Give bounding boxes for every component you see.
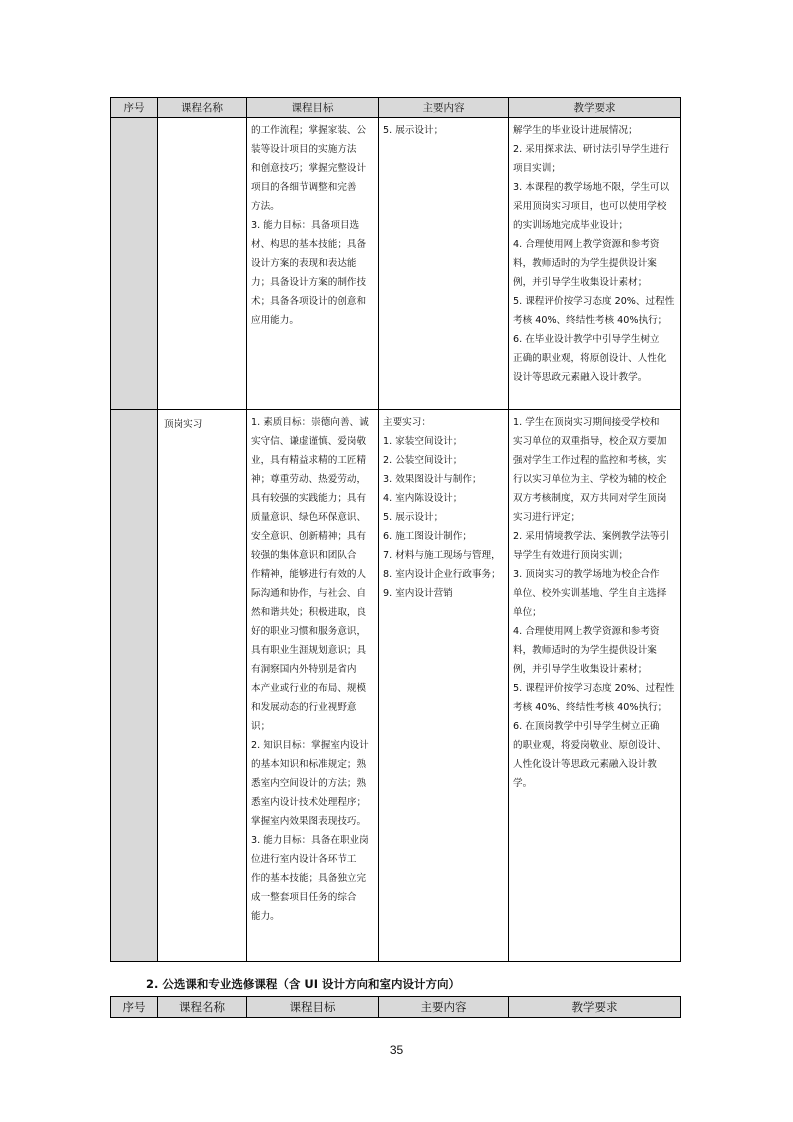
- text-line: 考核 40%、终结性考核 40%执行；: [513, 315, 668, 326]
- header-main-content: 主要内容: [379, 98, 509, 118]
- text-line: 悉室内设计技术处理程序；: [251, 797, 367, 808]
- text-line: 3. 效果图设计与制作；: [383, 474, 482, 485]
- text-line: 2. 公装空间设计；: [383, 455, 463, 466]
- course-name-cell: [158, 410, 247, 962]
- text-line: 本产业或行业的布局、规模: [251, 683, 367, 694]
- teaching-requirements-cell: [509, 118, 681, 410]
- text-line: 1. 学生在顶岗实习期间接受学校和: [513, 417, 660, 428]
- main-content-cell: [379, 410, 509, 962]
- text-line: 6. 在顶岗教学中引导学生树立正确: [513, 721, 660, 732]
- text-line: 识；: [251, 721, 271, 732]
- text-line: 作的基本技能；具备独立完: [251, 873, 367, 884]
- text-line: 和创意技巧；掌握完整设计: [251, 163, 367, 174]
- text-line: 9. 室内设计营销: [383, 588, 453, 599]
- table-header-row: [111, 98, 681, 118]
- text-line: 际沟通和协作，与社会、自: [251, 588, 367, 599]
- text-line: 业，具有精益求精的工匠精: [251, 455, 367, 466]
- text-line: 4. 室内陈设设计；: [383, 493, 463, 504]
- table2-header-row: [111, 997, 681, 1018]
- text-line: 3. 能力目标：具备在职业岗: [251, 835, 369, 846]
- text-line: 2. 采用情境教学法、案例教学法等引: [513, 531, 670, 542]
- text-line: 实习单位的双重指导，校企双方要加: [513, 436, 667, 447]
- course-goals-cell: [247, 118, 379, 410]
- text-line: 具有较强的实践能力；具有: [251, 493, 367, 504]
- text-line: 实习进行评定；: [513, 512, 581, 523]
- text-line: 料，教师适时的为学生提供设计案: [513, 645, 657, 656]
- text-line: 采用顶岗实习项目，也可以使用学校: [513, 201, 667, 212]
- text-line: 导学生有效进行顶岗实训；: [513, 550, 629, 561]
- course-goals-cell: [247, 410, 379, 962]
- table-row: [111, 118, 681, 410]
- text-line: 具有职业生涯规划意识；具: [251, 645, 367, 656]
- header-course-name: 课程名称: [158, 98, 247, 118]
- text-line: 3. 顶岗实习的教学场地为校企合作: [513, 569, 660, 580]
- text-line: 神；尊重劳动、热爱劳动，: [251, 474, 367, 485]
- text-line: 人性化设计等思政元素融入设计教: [513, 759, 657, 770]
- text-line: 装等设计项目的实施方法: [251, 144, 357, 155]
- text-line: 的职业观，将爱岗敬业、原创设计、: [513, 740, 667, 751]
- text-line: 应用能力。: [251, 315, 299, 326]
- table-row: [111, 410, 681, 962]
- course-name-cell: [158, 118, 247, 410]
- text-line: 6. 施工图设计制作；: [383, 531, 472, 542]
- text-line: 考核 40%、终结性考核 40%执行；: [513, 702, 668, 713]
- text-line: 能力。: [251, 911, 280, 922]
- header-seq: 序号: [111, 98, 158, 118]
- text-line: 行以实习单位为主、学校为辅的校企: [513, 474, 667, 485]
- text-line: 主要实习：: [383, 417, 431, 428]
- text-line: 质量意识、绿色环保意识、: [251, 512, 367, 523]
- text-line: 5. 课程评价按学习态度 20%、过程性: [513, 683, 675, 694]
- table2-header-seq: 序号: [111, 997, 158, 1018]
- text-line: 8. 室内设计企业行政事务；: [383, 569, 501, 580]
- text-line: 设计等思政元素融入设计教学。: [513, 372, 648, 383]
- course-name: 顶岗实习: [164, 419, 203, 430]
- text-line: 例，并引导学生收集设计素材；: [513, 664, 648, 675]
- text-line: 较强的集体意识和团队合: [251, 550, 357, 561]
- course-table: [110, 97, 681, 962]
- text-line: 双方考核制度，双方共同对学生顶岗: [513, 493, 667, 504]
- text-line: 3. 能力目标：具备项目选: [251, 220, 360, 231]
- text-line: 力；具备设计方案的制作技: [251, 277, 367, 288]
- text-line: 和发展动态的行业视野意: [251, 702, 357, 713]
- table2-header-teaching-requirements: 教学要求: [509, 997, 681, 1018]
- text-line: 学。: [513, 778, 533, 789]
- text-line: 设计方案的表现和表达能: [251, 258, 357, 269]
- table2-header-course-name: 课程名称: [158, 997, 247, 1018]
- text-line: 有洞察国内外特别是省内: [251, 664, 357, 675]
- text-line: 单位；: [513, 607, 542, 618]
- text-line: 解学生的毕业设计进展情况；: [513, 125, 638, 136]
- text-line: 5. 展示设计；: [383, 125, 444, 136]
- text-line: 的基本知识和标准规定；熟: [251, 759, 367, 770]
- text-line: 方法。: [251, 201, 280, 212]
- text-line: 强对学生工作过程的监控和考核，实: [513, 455, 667, 466]
- text-line: 料，教师适时的为学生提供设计案: [513, 258, 657, 269]
- text-line: 3. 本课程的教学场地不限，学生可以: [513, 182, 670, 193]
- text-line: 实守信、谦虚谨慎、爱岗敬: [251, 436, 367, 447]
- text-line: 材、构思的基本技能；具备: [251, 239, 367, 250]
- header-course-goals: 课程目标: [247, 98, 379, 118]
- text-line: 然和谐共处；积极进取，良: [251, 607, 367, 618]
- course-name: [158, 118, 246, 124]
- text-line: 1. 素质目标：崇德向善、诚: [251, 417, 369, 428]
- text-line: 好的职业习惯和服务意识，: [251, 626, 367, 637]
- elective-course-table-header: [110, 996, 681, 1018]
- text-line: 作精神，能够进行有效的人: [251, 569, 367, 580]
- text-line: 项目实训；: [513, 163, 561, 174]
- text-line: 4. 合理使用网上教学资源和参考资: [513, 239, 660, 250]
- text-line: 6. 在毕业设计教学中引导学生树立: [513, 334, 660, 345]
- text-line: 的实训场地完成毕业设计；: [513, 220, 629, 231]
- seq-cell: [111, 118, 158, 410]
- section-title: 2. 公选课和专业选修课程（含 UI 设计方向和室内设计方向）: [146, 977, 460, 991]
- text-line: 单位、校外实训基地、学生自主选择: [513, 588, 667, 599]
- text-line: 成一整套项目任务的综合: [251, 892, 357, 903]
- main-content-cell: [379, 118, 509, 410]
- text-line: 7. 材料与施工现场与管理，: [383, 550, 501, 561]
- text-line: 术；具备各项设计的创意和: [251, 296, 367, 307]
- text-line: 悉室内空间设计的方法；熟: [251, 778, 367, 789]
- text-line: 1. 家装空间设计；: [383, 436, 463, 447]
- table2-header-course-goals: 课程目标: [247, 997, 379, 1018]
- seq-cell: [111, 410, 158, 962]
- text-line: 5. 课程评价按学习态度 20%、过程性: [513, 296, 675, 307]
- text-line: 5. 展示设计；: [383, 512, 444, 523]
- text-line: 2. 知识目标：掌握室内设计: [251, 740, 369, 751]
- header-teaching-requirements: 教学要求: [509, 98, 681, 118]
- text-line: 项目的各细节调整和完善: [251, 182, 357, 193]
- text-line: 安全意识、创新精神；具有: [251, 531, 367, 542]
- text-line: 2. 采用探求法、研讨法引导学生进行: [513, 144, 670, 155]
- page-number: 35: [389, 1043, 404, 1057]
- teaching-requirements-cell: [509, 410, 681, 962]
- text-line: 的工作流程；掌握家装、公: [251, 125, 367, 136]
- text-line: 正确的职业观，将原创设计、人性化: [513, 353, 667, 364]
- text-line: 位进行室内设计各环节工: [251, 854, 357, 865]
- table2-header-main-content: 主要内容: [379, 997, 509, 1018]
- text-line: 例，并引导学生收集设计素材；: [513, 277, 648, 288]
- text-line: 掌握室内效果图表现技巧。: [251, 816, 367, 827]
- text-line: 4. 合理使用网上教学资源和参考资: [513, 626, 660, 637]
